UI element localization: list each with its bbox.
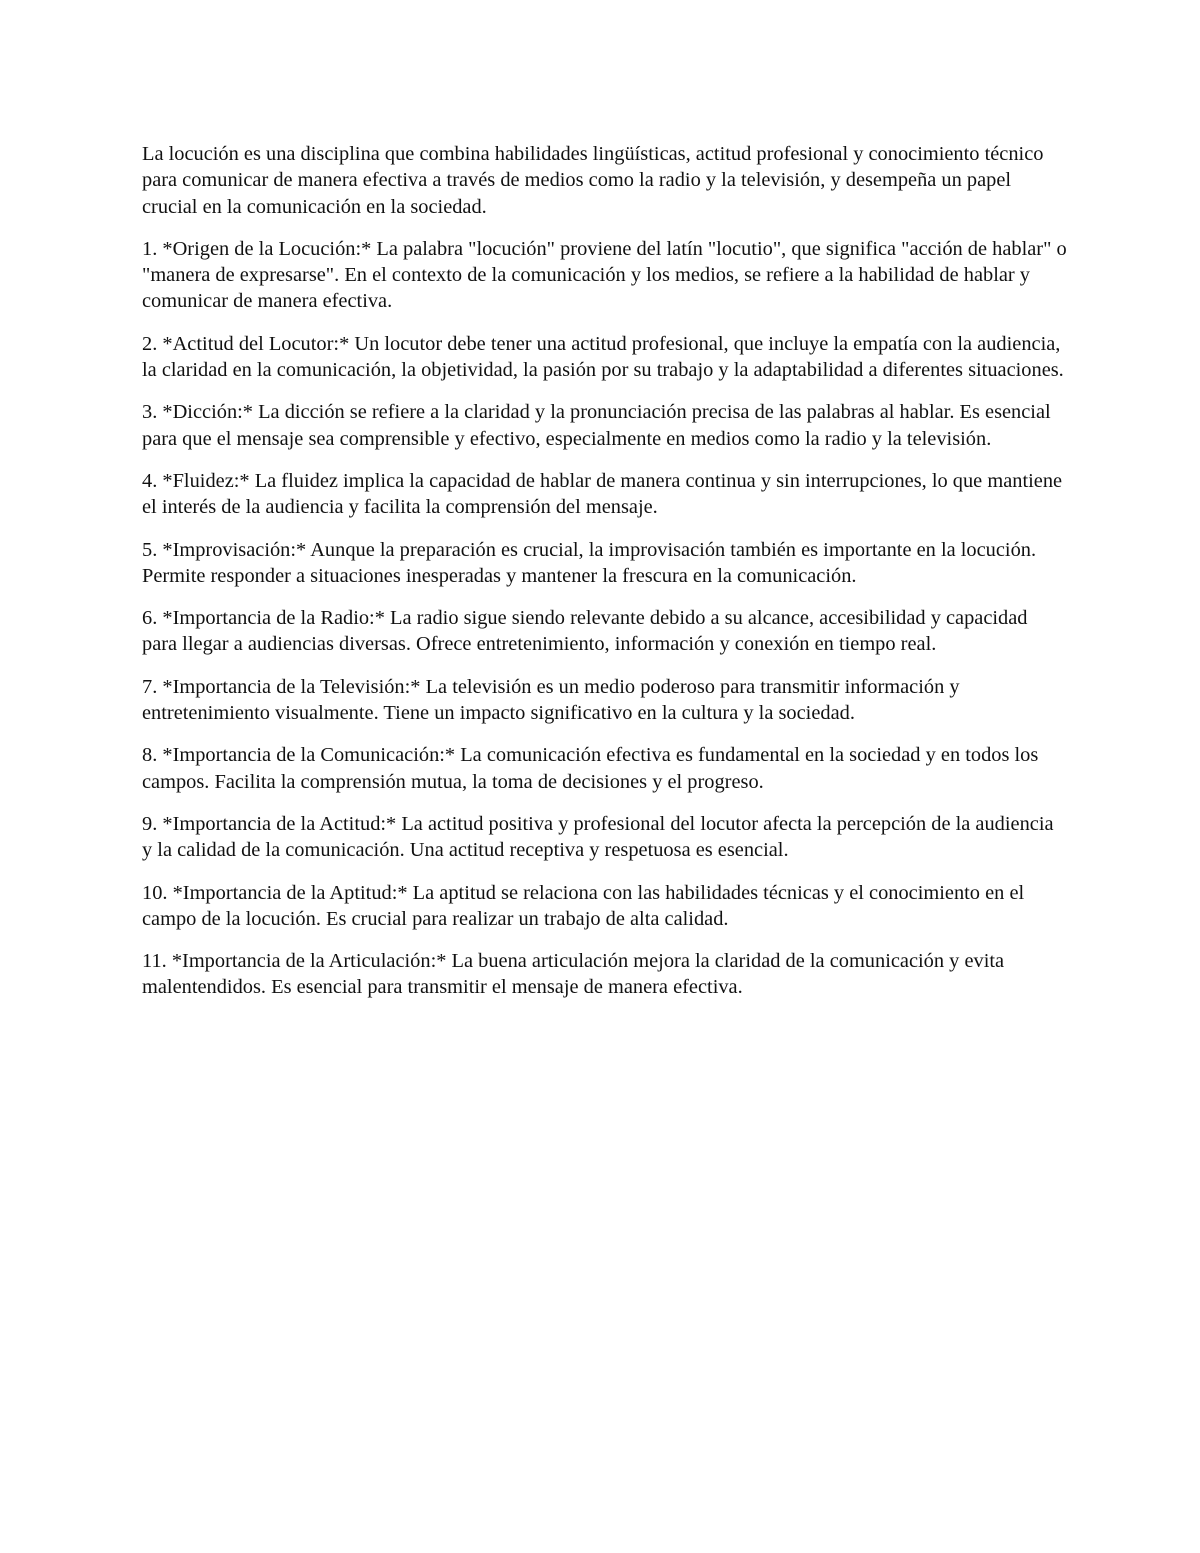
paragraph-origen-locucion: 1. *Origen de la Locución:* La palabra "locución" proviene del latín "locutio", que significa "acción de hablar" o "manera de expresarse". En el contexto de la comunicación y los medios, se refiere a la habilidad de hablar y comunicar de manera efectiva.	[142, 237, 1067, 313]
paragraph-importancia-radio: 6. *Importancia de la Radio:* La radio sigue siendo relevante debido a su alcance, accesibilidad y capacidad para llegar a audiencias diversas. Ofrece entretenimiento, información y conexión en tiempo real.	[142, 607, 1028, 656]
intro-paragraph: La locución es una disciplina que combina habilidades lingüísticas, actitud profesional y conocimiento técnico para comunicar de manera efectiva a través de medios como la radio y la televisión, y desempeña un papel crucial en la comunicación en la sociedad.	[142, 143, 1044, 218]
paragraph-improvisacion: 5. *Improvisación:* Aunque la preparación es crucial, la improvisación también es importante en la locución. Permite responder a situaciones inesperadas y mantener la frescura en la comunicación.	[142, 538, 1037, 587]
paragraph-importancia-actitud: 9. *Importancia de la Actitud:* La actitud positiva y profesional del locutor afecta la percepción de la audiencia y la calidad de la comunicación. Una actitud receptiva y respetuosa es esencial.	[142, 812, 1054, 862]
paragraph-actitud-locutor: 2. *Actitud del Locutor:* Un locutor debe tener una actitud profesional, que incluye la empatía con la audiencia, la claridad en la comunicación, la objetividad, la pasión por su trabajo y la adaptabilidad a diferentes situaciones.	[142, 332, 1064, 382]
paragraph-importancia-aptitud: 10. *Importancia de la Aptitud:* La aptitud se relaciona con las habilidades técnicas y el conocimiento en el campo de la locución. Es crucial para realizar un trabajo de alta calidad.	[142, 881, 1025, 930]
paragraph-importancia-television: 7. *Importancia de la Televisión:* La televisión es un medio poderoso para transmitir información y entretenimiento visualmente. Tiene un impacto significativo en la cultura y la sociedad.	[142, 675, 960, 725]
paragraph-importancia-comunicacion: 8. *Importancia de la Comunicación:* La comunicación efectiva es fundamental en la sociedad y en todos los campos. Facilita la comprensión mutua, la toma de decisiones y el progreso.	[142, 744, 1039, 793]
document-body	[142, 141, 1067, 1017]
paragraph-diccion: 3. *Dicción:* La dicción se refiere a la claridad y la pronunciación precisa de las palabras al hablar. Es esencial para que el mensaje sea comprensible y efectivo, especialmente en medios como la radio y la televisión.	[142, 401, 1051, 450]
paragraph-importancia-articulacion: 11. *Importancia de la Articulación:* La buena articulación mejora la claridad de la comunicación y evita malentendidos. Es esencial para transmitir el mensaje de manera efectiva.	[142, 950, 1005, 999]
paragraph-fluidez: 4. *Fluidez:* La fluidez implica la capacidad de hablar de manera continua y sin interrupciones, lo que mantiene el interés de la audiencia y facilita la comprensión del mensaje.	[142, 469, 1063, 519]
